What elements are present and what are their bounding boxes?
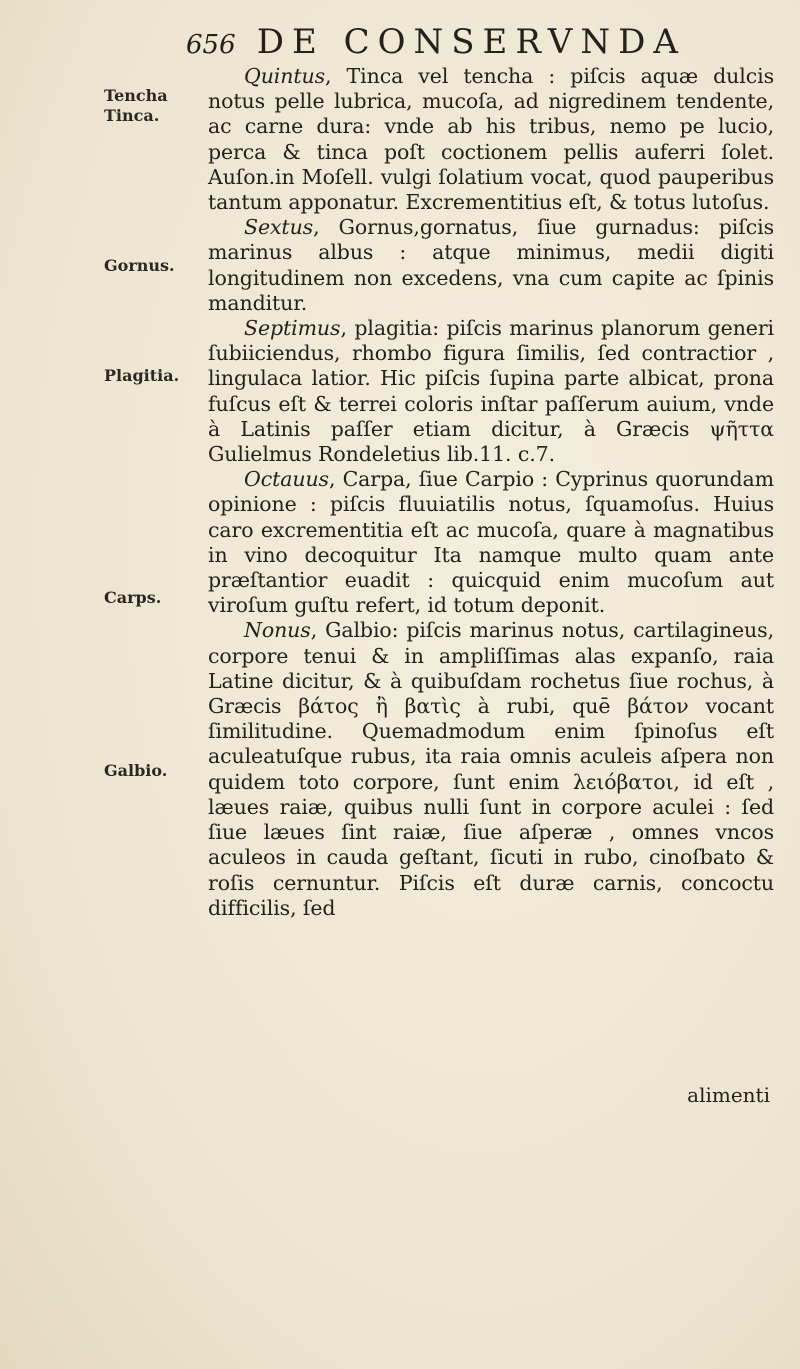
entry-text: , Tinca vel tencha : piſcis aquæ dulcis notus pelle lubrica, mucoſa, ad nigredinem tendente, ac carne dura: vnde ab his tribus, nemo pe lucio, perca & tinca poſt coctionem pellis auferri ſolet. Auſon.in Moſell. vulgi ſolatium vocat, quod pauperibus tantum apponatur. Excrementitius eſt, & totus lutoſus. xyxy=(208,64,774,215)
catchword: alimenti xyxy=(687,1083,770,1107)
entry-lead: Septimus xyxy=(244,316,341,341)
entry-text: , plagitia: piſcis marinus planorum generi ſubiiciendus, rhombo figura ſimilis, ſed contractior , lingulaca latior. Hic piſcis ſupina parte albicat, prona fuſcus eſt & terrei coloris inſtar paſſerum auium, vnde à Latinis paſſer etiam dicitur, à Græcis ψῆττα Gulielmus Rondeletius lib.11. c.7. xyxy=(208,316,774,467)
entry-lead: Nonus xyxy=(244,618,311,643)
entry-galbio xyxy=(208,618,774,920)
entry-plagitia xyxy=(208,316,774,467)
margin-note-galbio: Galbio. xyxy=(104,761,168,780)
entry-lead: Octauus xyxy=(244,467,329,492)
margin-note-gornus: Gornus. xyxy=(104,256,175,275)
entry-carpa xyxy=(208,467,774,618)
running-title: DE CONSERVNDA xyxy=(256,22,686,62)
page-number: 656 xyxy=(186,30,236,60)
entry-text: , Gornus,gornatus, ſiue gurnadus: piſcis marinus albus : atque minimus, medii digiti longitudinem non excedens, vna cum capite ac ſpinis manditur. xyxy=(208,215,774,315)
margin-note-carps: Carps. xyxy=(104,588,162,607)
page-header xyxy=(186,22,740,68)
margin-note-tencha: Tencha Tinca. xyxy=(104,86,168,125)
entry-text: , Galbio: piſcis marinus notus, cartilagineus, corpore tenui & in ampliſſimas alas expanſo, raia Latine dicitur, & à quibuſdam rochetus ſiue rochus, à Græcis βάτος ἢ βατὶς à rubi, quē βάτον vocant ſimilitudine. Quemadmodum enim ſpinoſus eſt aculeatuſque rubus, ita raia omnis aculeis aſpera non quidem toto corpore, ſunt enim λειόβατοι, id eſt , læues raiæ, quibus nulli ſunt in corpore aculei : ſed ſiue læues ſint raiæ, ſiue aſperæ , omnes vncos aculeos in cauda geſtant, ſicuti in rubo, cinoſbato & roſis cernuntur. Piſcis eſt duræ carnis, concoctu difficilis, ſed xyxy=(208,618,774,920)
entry-gornus xyxy=(208,215,774,316)
entry-lead: Sextus xyxy=(244,215,314,240)
entry-text: , Carpa, ſiue Carpio : Cyprinus quorundam opinione : piſcis fluuiatilis notus, ſquamoſus. Huius caro excrementitia eſt ac mucoſa, quare à magnatibus in vino decoquitur Ita namque multo quam ante præſtantior euadit : quicquid enim mucoſum aut viroſum guſtu refert, id totum deponit. xyxy=(208,467,774,618)
margin-note-plagitia: Plagitia. xyxy=(104,366,180,385)
entry-tinca xyxy=(208,64,774,215)
entry-lead: Quintus xyxy=(244,64,326,88)
main-text xyxy=(208,64,774,921)
